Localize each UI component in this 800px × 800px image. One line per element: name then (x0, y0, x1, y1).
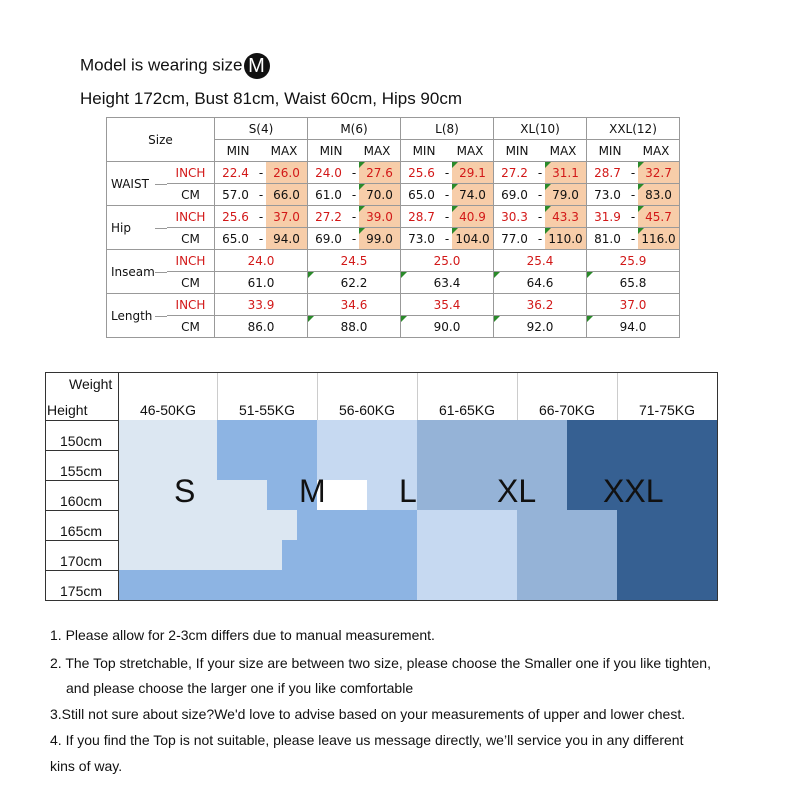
waist-inch-unit: INCH (167, 162, 215, 184)
length-inch-unit: INCH (167, 294, 215, 316)
inseam-cm-cell: 64.6 (494, 272, 587, 294)
waist-inch-cell: 25.6 - 29.1 (401, 162, 494, 184)
size-col-xxl: XXL(12) (587, 118, 680, 140)
length-cm-unit: CM (167, 316, 215, 338)
size-col-l: L(8) (401, 118, 494, 140)
min-max-header: MIN MAX (587, 140, 680, 162)
model-size-text (80, 53, 270, 79)
length-inch-cell: 35.4 (401, 294, 494, 316)
min-max-header: MIN MAX (401, 140, 494, 162)
size-zone-xl (417, 420, 567, 510)
inseam-inch-cell: 25.9 (587, 250, 680, 272)
inseam-inch-cell: 25.4 (494, 250, 587, 272)
inseam-cm-cell: 65.8 (587, 272, 680, 294)
hip-cm-cell: 81.0 - 116.0 (587, 228, 680, 250)
note-3: 3.Still not sure about size?We'd love to advise based on your measurements of upper and lower chest. (50, 706, 686, 722)
length-label: Length (107, 294, 168, 338)
hip-cm-unit: CM (167, 228, 215, 250)
height-axis-label: Height (47, 402, 88, 418)
length-inch-cell: 36.2 (494, 294, 587, 316)
size-label-l: L (399, 473, 417, 509)
note-4: 4. If you find the Top is not suitable, please leave us message directly, we’ll service you in any different (50, 732, 684, 748)
height-row-label: 170cm (60, 553, 103, 569)
waist-cm-cell: 57.0 - 66.0 (215, 184, 308, 206)
inseam-label: Inseam (107, 250, 168, 294)
waist-cm-unit: CM (167, 184, 215, 206)
inseam-inch-cell: 24.5 (308, 250, 401, 272)
length-inch-cell: 33.9 (215, 294, 308, 316)
note-4-cont: kins of way. (50, 758, 123, 774)
weight-col-label: 66-70KG (538, 402, 596, 418)
hip-inch-cell: 30.3 - 43.3 (494, 206, 587, 228)
weight-axis-label: Weight (69, 376, 113, 392)
size-zone-l (417, 510, 517, 600)
length-cm-cell: 92.0 (494, 316, 587, 338)
size-zone-s (118, 420, 217, 570)
height-row-label: 160cm (60, 493, 103, 509)
waist-inch-cell: 22.4 - 26.0 (215, 162, 308, 184)
grid-line (46, 420, 118, 421)
size-col-s: S(4) (215, 118, 308, 140)
size-zone-m (217, 420, 317, 480)
hip-cm-cell: 69.0 - 99.0 (308, 228, 401, 250)
size-zone-m (118, 570, 417, 600)
inseam-inch-cell: 24.0 (215, 250, 308, 272)
size-zone-l (317, 420, 417, 480)
size-col-xl: XL(10) (494, 118, 587, 140)
height-weight-grid (45, 372, 718, 601)
grid-line (46, 540, 118, 541)
length-cm-cell: 86.0 (215, 316, 308, 338)
size-zone-s (217, 540, 282, 570)
waist-inch-cell: 24.0 - 27.6 (308, 162, 401, 184)
size-zone-m (282, 540, 417, 570)
min-max-header: MIN MAX (215, 140, 308, 162)
min-max-header: MIN MAX (494, 140, 587, 162)
model-text: Model is wearing size (80, 55, 243, 75)
length-cm-cell: 90.0 (401, 316, 494, 338)
hip-inch-cell: 31.9 - 45.7 (587, 206, 680, 228)
size-zone-xl (517, 510, 617, 600)
weight-col-label: 71-75KG (638, 402, 696, 418)
height-row-label: 155cm (60, 463, 103, 479)
hip-inch-cell: 27.2 - 39.0 (308, 206, 401, 228)
grid-line (46, 480, 118, 481)
size-label-xxl: XXL (603, 473, 664, 509)
hip-cm-cell: 65.0 - 94.0 (215, 228, 308, 250)
inseam-cm-unit: CM (167, 272, 215, 294)
size-label-s: S (174, 473, 196, 509)
size-label-xl: XL (497, 473, 537, 509)
height-row-label: 165cm (60, 523, 103, 539)
size-col-m: M(6) (308, 118, 401, 140)
inseam-inch-cell: 25.0 (401, 250, 494, 272)
waist-cm-cell: 69.0 - 79.0 (494, 184, 587, 206)
weight-col-label: 51-55KG (238, 402, 296, 418)
note-2: 2. The Top stretchable, If your size are between two size, please choose the Smaller one if you like tighten, (50, 655, 711, 671)
waist-cm-cell: 65.0 - 74.0 (401, 184, 494, 206)
hip-label: Hip (107, 206, 168, 250)
waist-cm-cell: 61.0 - 70.0 (308, 184, 401, 206)
length-cm-cell: 88.0 (308, 316, 401, 338)
size-zone-xxl (617, 510, 717, 600)
size-chart-table (106, 117, 680, 338)
min-max-header: MIN MAX (308, 140, 401, 162)
note-2-cont: and please choose the larger one if you like comfortable (66, 680, 414, 696)
waist-cm-cell: 73.0 - 83.0 (587, 184, 680, 206)
hip-cm-cell: 77.0 - 110.0 (494, 228, 587, 250)
height-row-label: 150cm (60, 433, 103, 449)
length-inch-cell: 37.0 (587, 294, 680, 316)
weight-col-label: 46-50KG (139, 402, 197, 418)
inseam-cm-cell: 62.2 (308, 272, 401, 294)
height-row-label: 175cm (60, 583, 103, 599)
model-stats: Height 172cm, Bust 81cm, Waist 60cm, Hips 90cm (80, 89, 463, 108)
note-1: 1. Please allow for 2-3cm differs due to manual measurement. (50, 627, 435, 643)
grid-line (46, 570, 118, 571)
waist-inch-cell: 27.2 - 31.1 (494, 162, 587, 184)
grid-line (46, 450, 118, 451)
model-size-badge: M (244, 53, 270, 79)
size-header: Size (107, 118, 215, 162)
length-inch-cell: 34.6 (308, 294, 401, 316)
hip-inch-cell: 25.6 - 37.0 (215, 206, 308, 228)
size-zone-m (297, 510, 417, 540)
inseam-cm-cell: 63.4 (401, 272, 494, 294)
hip-inch-unit: INCH (167, 206, 215, 228)
hip-cm-cell: 73.0 - 104.0 (401, 228, 494, 250)
inseam-inch-unit: INCH (167, 250, 215, 272)
weight-col-label: 56-60KG (338, 402, 396, 418)
waist-inch-cell: 28.7 - 32.7 (587, 162, 680, 184)
waist-label: WAIST (107, 162, 168, 206)
hip-inch-cell: 28.7 - 40.9 (401, 206, 494, 228)
inseam-cm-cell: 61.0 (215, 272, 308, 294)
weight-col-label: 61-65KG (438, 402, 496, 418)
grid-line (46, 510, 118, 511)
length-cm-cell: 94.0 (587, 316, 680, 338)
size-label-m: M (299, 473, 326, 509)
